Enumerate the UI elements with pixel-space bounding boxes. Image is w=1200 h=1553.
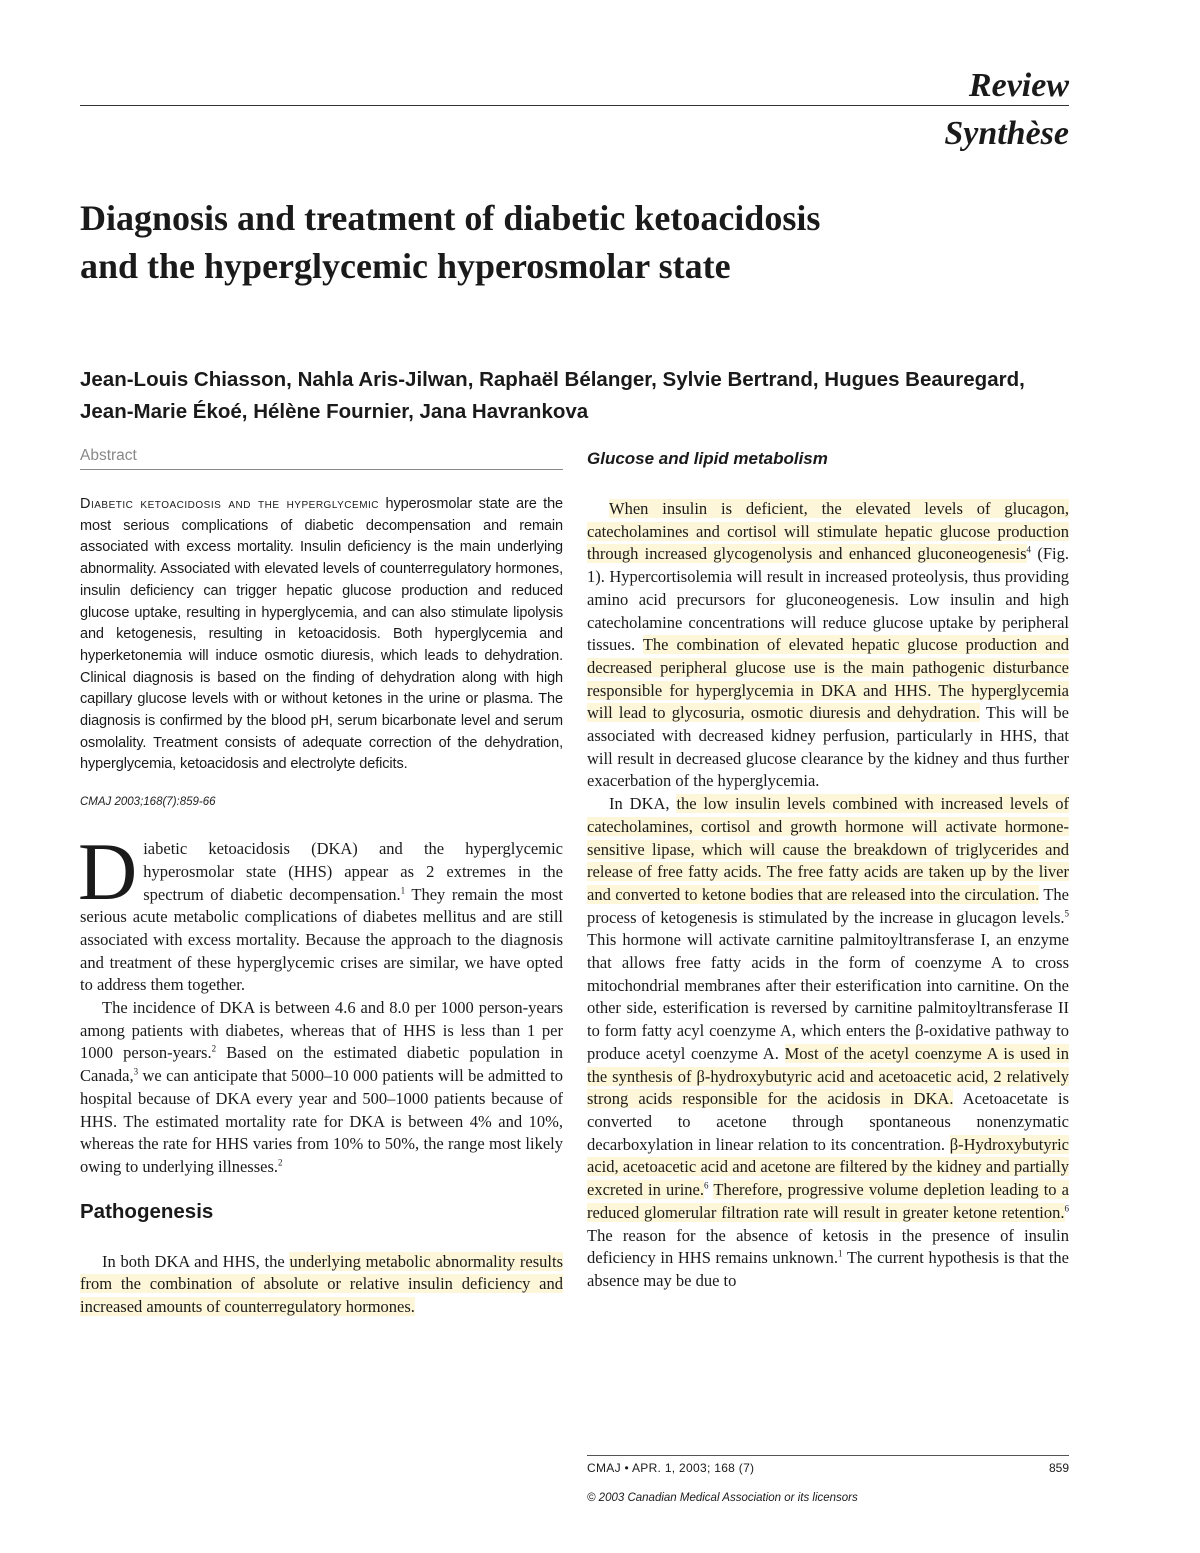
abstract-label: Abstract [80, 446, 563, 470]
section-tag-review: Review [968, 67, 1069, 104]
glucose-heading: Glucose and lipid metabolism [587, 449, 828, 468]
highlight: Therefore, progressive volume depletion leading to a reduced glomerular filtration rate will result in greater ketone retention. [587, 1180, 1070, 1222]
page-number: 859 [1048, 1461, 1069, 1475]
authors-line-1: Jean-Louis Chiasson, Nahla Aris-Jilwan, Raphaël Bélanger, Sylvie Bertrand, Hugues Beauregard, [80, 368, 1025, 391]
intro-paragraph-1: Diabetic ketoacidosis (DKA) and the hyperglycemic hyperosmolar state (HHS) appear as 2 extremes in the spectrum of diabetic decompensation.$^1$ They remain the most serious acute metabolic complications of diabetes mellitus and are still associated with excess mortality. Because the approach to the diagnosis and treatment of these hyperglycemic crises are similar, we have opted to address them together. [78, 826, 563, 995]
pathogenesis-paragraph-1: In both DKA and HHS, the underlying metabolic abnormality results from the combination of absolute or relative insulin deficiency and increased amounts of counterregulatory hormones. [80, 1251, 563, 1317]
highlight: β-Hydroxybutyric acid, acetoacetic acid and acetone are filtered by the kidney and partially excreted in urine. [587, 1134, 1069, 1200]
highlight: Most of the acetyl coenzyme A is used in the synthesis of β-hydroxybutyric acid and acetoacetic acid, 2 relatively strong acids responsible for the acidosis in DKA. [587, 1043, 1069, 1109]
pathogenesis-heading: Pathogenesis [80, 1199, 214, 1223]
article-title [80, 194, 1080, 290]
abstract-body: hyperosmolar state are the most serious complications of diabetic decompensation and remain associated with excess mortality. Insulin deficiency is the main underlying abnormality. Associated with elevated levels of counterregulatory hormones, insulin deficiency can trigger hepatic glucose production and reduced glucose uptake, resulting in hyperglycemia, and can also stimulate lipolysis and ketogenesis, resulting in ketoacidosis. Both hyperglycemia and hyperketonemia will induce osmotic diuresis, which leads to dehydration. Clinical diagnosis is based on the finding of dehydration along with high capillary glucose levels with or without ketones in the urine or plasma. The diagnosis is confirmed by the blood pH, serum bicarbonate level and serum osmolality. Treatment consists of adequate correction of the dehydration, hyperglycemia, ketoacidosis and electrolyte deficits. [80, 496, 563, 773]
highlight: The combination of elevated hepatic glucose production and decreased peripheral glucose use is the main pathogenic disturbance responsible for hyperglycemia in DKA and HHS. The hyperglycemia will lead to glycosuria, osmotic diuresis and dehydration. [587, 635, 1069, 723]
section-tags [944, 62, 1069, 158]
highlight: When insulin is deficient, the elevated levels of glucagon, catecholamines and cortisol will stimulate hepatic glucose production through increased glycogenolysis and enhanced gluconeogenesis [587, 499, 1069, 564]
abstract-lead: Diabetic ketoacidosis and the hyperglycemic [80, 496, 380, 512]
right-column [587, 446, 1069, 1293]
citation: CMAJ 2003;168(7):859-66 [80, 796, 216, 809]
abstract-text [80, 494, 563, 776]
intro-section [78, 826, 564, 1179]
header-rule [80, 105, 1069, 106]
glucose-section [587, 498, 1069, 1293]
highlight: the low insulin levels combined with increased levels of catecholamines, cortisol and growth hormone will activate hormone-sensitive lipase, which will cause the breakdown of triglycerides and release of free fatty acids. The free fatty acids are taken up by the liver and converted to ketone bodies that are released into the circulation. [587, 794, 1069, 904]
glucose-paragraph-1: When insulin is deficient, the elevated levels of glucagon, catecholamines and cortisol will stimulate hepatic glucose production through increased glycogenolysis and enhanced gluconeogenesis$^4$ (Fig. 1). Hypercortisolemia will result in increased proteolysis, thus providing amino acid precursors for gluconeogenesis. Low insulin and high catecholamine concentrations will reduce glucose uptake by peripheral tissues. The combination of elevated hepatic glucose production and decreased peripheral glucose use is the main pathogenic disturbance responsible for hyperglycemia in DKA and HHS. The hyperglycemia will lead to glycosuria, osmotic diuresis and dehydration. This will be associated with decreased kidney perfusion, particularly in HHS, that will result in decreased glucose clearance by the kidney and thus further exacerbation of the hyperglycemia. [587, 499, 1069, 791]
highlight: underlying metabolic abnormality results from the combination of absolute or relative insulin deficiency and increased amounts of counterregulatory hormones. [80, 1251, 563, 1317]
footer-journal: CMAJ • APR. 1, 2003; 168 (7) [587, 1461, 755, 1475]
footer-rule [587, 1455, 1069, 1456]
title-line-2: and the hyperglycemic hyperosmolar state [80, 246, 731, 286]
title-line-1: Diagnosis and treatment of diabetic ketoacidosis [80, 198, 821, 238]
author-list [80, 364, 1080, 428]
pathogenesis-section [80, 1251, 563, 1319]
left-column [80, 446, 563, 1319]
drop-cap: D [78, 826, 138, 918]
copyright: © 2003 Canadian Medical Association or its licensors [587, 1492, 858, 1504]
glucose-paragraph-2: In DKA, the low insulin levels combined with increased levels of catecholamines, cortisol and growth hormone will activate hormone-sensitive lipase, which will cause the breakdown of triglycerides and release of free fatty acids. The free fatty acids are taken up by the liver and converted to ketone bodies that are released into the circulation. The process of ketogenesis is stimulated by the increase in glucagon levels.$^5$ This hormone will activate carnitine palmitoyltransferase I, an enzyme that allows free fatty acids in the form of coenzyme A to cross mitochondrial membranes after their esterification into carnitine. On the other side, esterification is reversed by carnitine palmitoyltransferase II to form fatty acyl coenzyme A, which enters the β-oxidative pathway to produce acetyl coenzyme A. Most of the acetyl coenzyme A is used in the synthesis of β-hydroxybutyric acid and acetoacetic acid, 2 relatively strong acids responsible for the acidosis in DKA. Acetoacetate is converted to acetone through spontaneous nonenzymatic decarboxylation in linear relation to its concentration. β-Hydroxybutyric acid, acetoacetic acid and acetone are filtered by the kidney and partially excreted in urine.$^6$ Therefore, progressive volume depletion leading to a reduced glomerular filtration rate will result in greater ketone retention.$^6$ The reason for the absence of ketosis in the presence of insulin deficiency in HHS remains unknown.$^1$ The current hypothesis is that the absence may be due to [587, 794, 1070, 1290]
authors-line-2: Jean-Marie Ékoé, Hélène Fournier, Jana Havrankova [80, 400, 589, 423]
section-tag-synthese: Synthèse [944, 115, 1069, 152]
intro-paragraph-2: The incidence of DKA is between 4.6 and 8.0 per 1000 person-years among patients with diabetes, whereas that of HHS is less than 1 per 1000 person-years.$^2$ Based on the estimated diabetic population in Canada,$^3$ we can anticipate that 5000–10 000 patients will be admitted to hospital because of DKA every year and 500–1000 patients because of HHS. The estimated mortality rate for DKA is between 4% and 10%, whereas the rate for HHS varies from 10% to 50%, the range most likely owing to underlying illnesses.$^2$ [80, 998, 564, 1176]
